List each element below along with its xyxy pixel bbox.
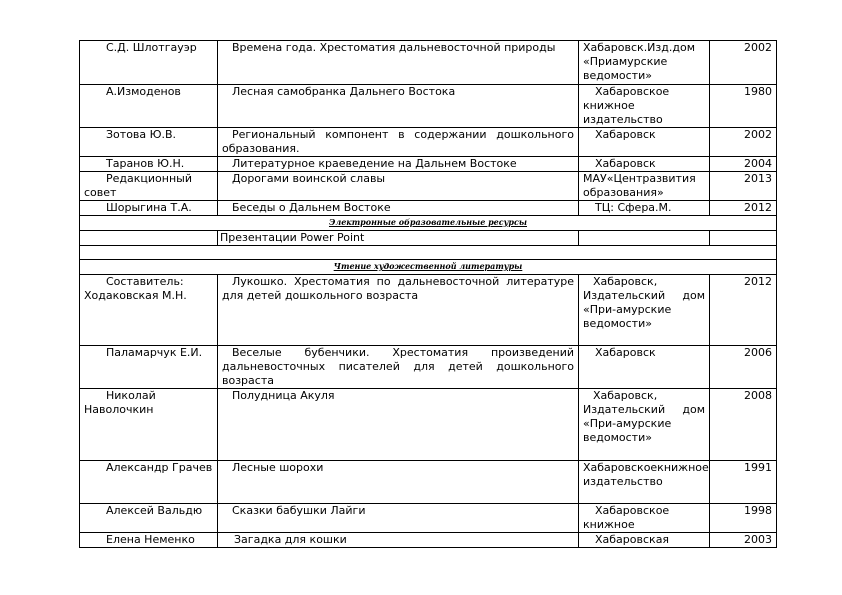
year-cell: 2002 xyxy=(710,128,777,157)
publisher-cell: Хабаровск, Издательский дом «При-амурские ведомости» xyxy=(579,389,710,461)
year-cell: 1980 xyxy=(710,85,777,128)
year-cell xyxy=(710,231,777,246)
section-row xyxy=(80,216,777,231)
publisher-cell: Хабаровск xyxy=(579,346,710,389)
table-row xyxy=(80,461,777,504)
title-cell: Лесные шорохи xyxy=(218,461,579,504)
year-cell: 2012 xyxy=(710,275,777,346)
table-row xyxy=(80,41,777,85)
spacer-cell xyxy=(80,246,777,260)
author-cell: Алексей Вальдю xyxy=(80,504,218,533)
author-cell xyxy=(80,231,218,246)
section-row xyxy=(80,260,777,275)
title-cell: Беседы о Дальнем Востоке xyxy=(218,201,579,216)
table-row xyxy=(80,533,777,548)
author-cell: А.Измоденов xyxy=(80,85,218,128)
year-cell: 2008 xyxy=(710,389,777,461)
table-row xyxy=(80,346,777,389)
publisher-cell: Хабаровск xyxy=(579,128,710,157)
publisher-cell: Хабаровская xyxy=(579,533,710,548)
publisher-cell: Хабаровское книжное xyxy=(579,504,710,533)
title-cell: Лукошко. Хрестоматия по дальневосточной литературе для детей дошкольного возраста xyxy=(218,275,579,346)
table-row xyxy=(80,504,777,533)
author-cell: Редакционный совет xyxy=(80,172,218,201)
title-cell: Региональный компонент в содержании дошкольного образования. xyxy=(218,128,579,157)
publisher-cell: Хабаровск.Изд.дом «Приамурские ведомости» xyxy=(579,41,710,85)
year-cell: 2013 xyxy=(710,172,777,201)
year-cell: 1998 xyxy=(710,504,777,533)
title-cell: Литературное краеведение на Дальнем Востоке xyxy=(218,157,579,172)
year-cell: 2004 xyxy=(710,157,777,172)
table-row xyxy=(80,157,777,172)
spacer-row xyxy=(80,246,777,260)
year-cell: 2012 xyxy=(710,201,777,216)
year-cell: 2006 xyxy=(710,346,777,389)
section-heading-reading: Чтение художественной литературы xyxy=(80,260,777,275)
author-cell: Елена Неменко xyxy=(80,533,218,548)
title-cell: Загадка для кошки xyxy=(218,533,579,548)
presentations-cell: Презентации Power Point xyxy=(218,231,579,246)
section-heading-electronic: Электронные образовательные ресурсы xyxy=(80,216,777,231)
bibliography-table xyxy=(79,40,777,548)
author-cell: Таранов Ю.Н. xyxy=(80,157,218,172)
publisher-cell: МАУ«Центразвития образования» xyxy=(579,172,710,201)
author-cell: С.Д. Шлотгауэр xyxy=(80,41,218,85)
table-row xyxy=(80,128,777,157)
table-row xyxy=(80,201,777,216)
table-row xyxy=(80,231,777,246)
title-cell: Времена года. Хрестоматия дальневосточной природы xyxy=(218,41,579,85)
year-cell: 2002 xyxy=(710,41,777,85)
publisher-cell: Хабаровск xyxy=(579,157,710,172)
publisher-cell xyxy=(579,231,710,246)
title-cell: Лесная самобранка Дальнего Востока xyxy=(218,85,579,128)
year-cell: 1991 xyxy=(710,461,777,504)
title-cell: Полудница Акуля xyxy=(218,389,579,461)
title-cell: Веселые бубенчики. Хрестоматия произведений дальневосточных писателей для детей дошкольного возраста xyxy=(218,346,579,389)
author-cell: Николай Наволочкин xyxy=(80,389,218,461)
author-cell: Александр Грачев xyxy=(80,461,218,504)
publisher-cell: Хабаровск, Издательский дом «При-амурские ведомости» xyxy=(579,275,710,346)
table-row xyxy=(80,389,777,461)
author-cell: Паламарчук Е.И. xyxy=(80,346,218,389)
table-row xyxy=(80,275,777,346)
author-cell: Шорыгина Т.А. xyxy=(80,201,218,216)
year-cell: 2003 xyxy=(710,533,777,548)
table-row xyxy=(80,172,777,201)
publisher-cell: ТЦ: Сфера.М. xyxy=(579,201,710,216)
author-cell: Зотова Ю.В. xyxy=(80,128,218,157)
title-cell: Сказки бабушки Лайги xyxy=(218,504,579,533)
publisher-cell: Хабаровское книжное издательство xyxy=(579,85,710,128)
table-row xyxy=(80,85,777,128)
author-cell: Составитель: Ходаковская М.Н. xyxy=(80,275,218,346)
title-cell: Дорогами воинской славы xyxy=(218,172,579,201)
publisher-cell: Хабаровскоекнижное издательство xyxy=(579,461,710,504)
